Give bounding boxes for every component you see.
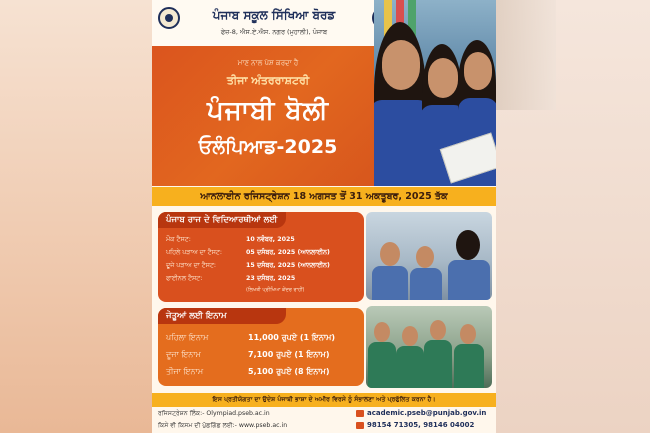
board-address: ਫੇਜ਼-8, ਐਸ.ਏ.ਐਸ. ਨਗਰ (ਮੁਹਾਲੀ), ਪੰਜਾਬ xyxy=(220,28,328,36)
footer xyxy=(152,408,496,433)
student-figure xyxy=(460,324,476,344)
prize-label: ਦੂਜਾ ਇਨਾਮ xyxy=(166,350,201,359)
poster-subtitle: ਓਲੰਪਿਆਡ-2025 xyxy=(198,136,338,158)
student-figure xyxy=(424,340,452,388)
student-figure xyxy=(368,342,396,388)
board-logo-icon xyxy=(158,7,180,29)
schedule-label: ਪਹਿਲੇ ਪੜਾਅ ਦਾ ਟੈਸਟ: xyxy=(166,249,222,256)
purpose-banner xyxy=(152,393,496,407)
prize-value: 11,000 ਰੁਪਏ (1 ਇਨਾਮ) xyxy=(248,333,336,342)
email-contact[interactable] xyxy=(356,409,486,417)
hero-section xyxy=(152,0,496,186)
olympiad-poster xyxy=(152,0,496,433)
schedule-label: ਫਾਈਨਲ ਟੈਸਟ: xyxy=(166,275,203,282)
student-figure xyxy=(456,230,480,260)
registration-link[interactable]: ਰਜਿਸਟ੍ਰੇਸ਼ਨ ਲਿੰਕ:- Olympiad.pseb.ac.in xyxy=(158,410,270,417)
student-figure xyxy=(464,52,492,90)
student-figure xyxy=(428,58,458,98)
winners-photo xyxy=(366,306,492,388)
student-figure xyxy=(430,320,446,340)
email-icon xyxy=(356,410,364,417)
purpose-text: ਇਸ ਪ੍ਰਤੀਯੋਗਤਾ ਦਾ ਉਦੇਸ਼ ਪੰਜਾਬੀ ਭਾਸ਼ਾ ਦੇ ਅਮੀਰ ਵਿਰਸੇ ਨੂੰ ਸੰਭਾਲਣਾ ਅਤੇ ਪ੍ਰਫੁੱਲਿਤ ਕਰਨਾ ਹੈ। xyxy=(212,396,436,403)
phone-contact[interactable] xyxy=(356,421,474,429)
classroom-photo xyxy=(366,212,492,300)
schedule-value: 10 ਨਵੰਬਰ, 2025 xyxy=(246,236,295,243)
student-figure xyxy=(448,260,490,300)
info-link[interactable]: ਕਿਸੇ ਵੀ ਕਿਸਮ ਦੀ ਪੁੱਛਗਿੱਛ ਲਈ:- www.pseb.ac.in xyxy=(158,422,288,429)
tagline: ਮਾਣ ਨਾਲ ਪੇਸ਼ ਕਰਦਾ ਹੈ xyxy=(237,59,299,67)
schedule-note: (ਲਿਖਤੀ ਪ੍ਰੀਖਿਆ ਕੇਂਦਰ ਰਾਹੀਂ) xyxy=(246,287,305,293)
registration-banner xyxy=(152,187,496,206)
prize-label: ਪਹਿਲਾ ਇਨਾਮ xyxy=(166,333,209,342)
schedule-heading: ਪੰਜਾਬ ਰਾਜ ਦੇ ਵਿਦਿਆਰਥੀਆਂ ਲਈ xyxy=(158,212,286,228)
prizes-heading: ਜੇਤੂਆਂ ਲਈ ਇਨਾਮ xyxy=(158,308,286,324)
schedule-label: ਦੂਜੇ ਪੜਾਅ ਦਾ ਟੈਸਟ: xyxy=(166,262,217,269)
prize-value: 7,100 ਰੁਪਏ (1 ਇਨਾਮ) xyxy=(248,350,330,359)
phone-text: 98154 71305, 98146 04002 xyxy=(367,421,475,429)
student-figure xyxy=(372,266,408,300)
student-figure xyxy=(410,268,442,300)
background-left xyxy=(0,0,152,433)
prizes-box xyxy=(158,308,364,386)
schedule-label: ਮੌਕ ਟੈਸਟ: xyxy=(166,236,191,243)
board-title: ਪੰਜਾਬ ਸਕੂਲ ਸਿੱਖਿਆ ਬੋਰਡ xyxy=(212,8,336,22)
poster-title: ਪੰਜਾਬੀ ਬੋਲੀ xyxy=(207,96,329,126)
prize-value: 5,100 ਰੁਪਏ (8 ਇਨਾਮ) xyxy=(248,367,330,376)
student-figure xyxy=(382,40,420,90)
background-blur xyxy=(496,0,556,110)
student-figure xyxy=(402,326,418,346)
student-figure xyxy=(416,246,434,268)
header-band xyxy=(152,0,402,46)
students-photo xyxy=(374,0,496,186)
schedule-value: 15 ਦਸੰਬਰ, 2025 (ਆਨਲਾਈਨ) xyxy=(246,262,330,269)
registration-dates: ਆਨਲਾਈਨ ਰਜਿਸਟ੍ਰੇਸ਼ਨ 18 ਅਗਸਤ ਤੋਂ 31 ਅਕਤੂਬਰ, 2025 ਤੱਕ xyxy=(200,191,448,202)
background-right xyxy=(496,0,650,433)
student-figure xyxy=(374,322,390,342)
student-figure xyxy=(396,346,424,388)
prize-label: ਤੀਜਾ ਇਨਾਮ xyxy=(166,367,204,376)
schedule-value: 23 ਦਸੰਬਰ, 2025 xyxy=(246,275,296,282)
schedule-value: 05 ਦਸੰਬਰ, 2025 (ਆਨਲਾਈਨ) xyxy=(246,249,330,256)
email-text: academic.pseb@punjab.gov.in xyxy=(367,409,487,417)
phone-icon xyxy=(356,422,364,429)
student-figure xyxy=(454,344,484,388)
schedule-box xyxy=(158,212,364,302)
edition-label: ਤੀਜਾ ਅੰਤਰਰਾਸ਼ਟਰੀ xyxy=(226,74,310,87)
student-figure xyxy=(380,242,400,266)
